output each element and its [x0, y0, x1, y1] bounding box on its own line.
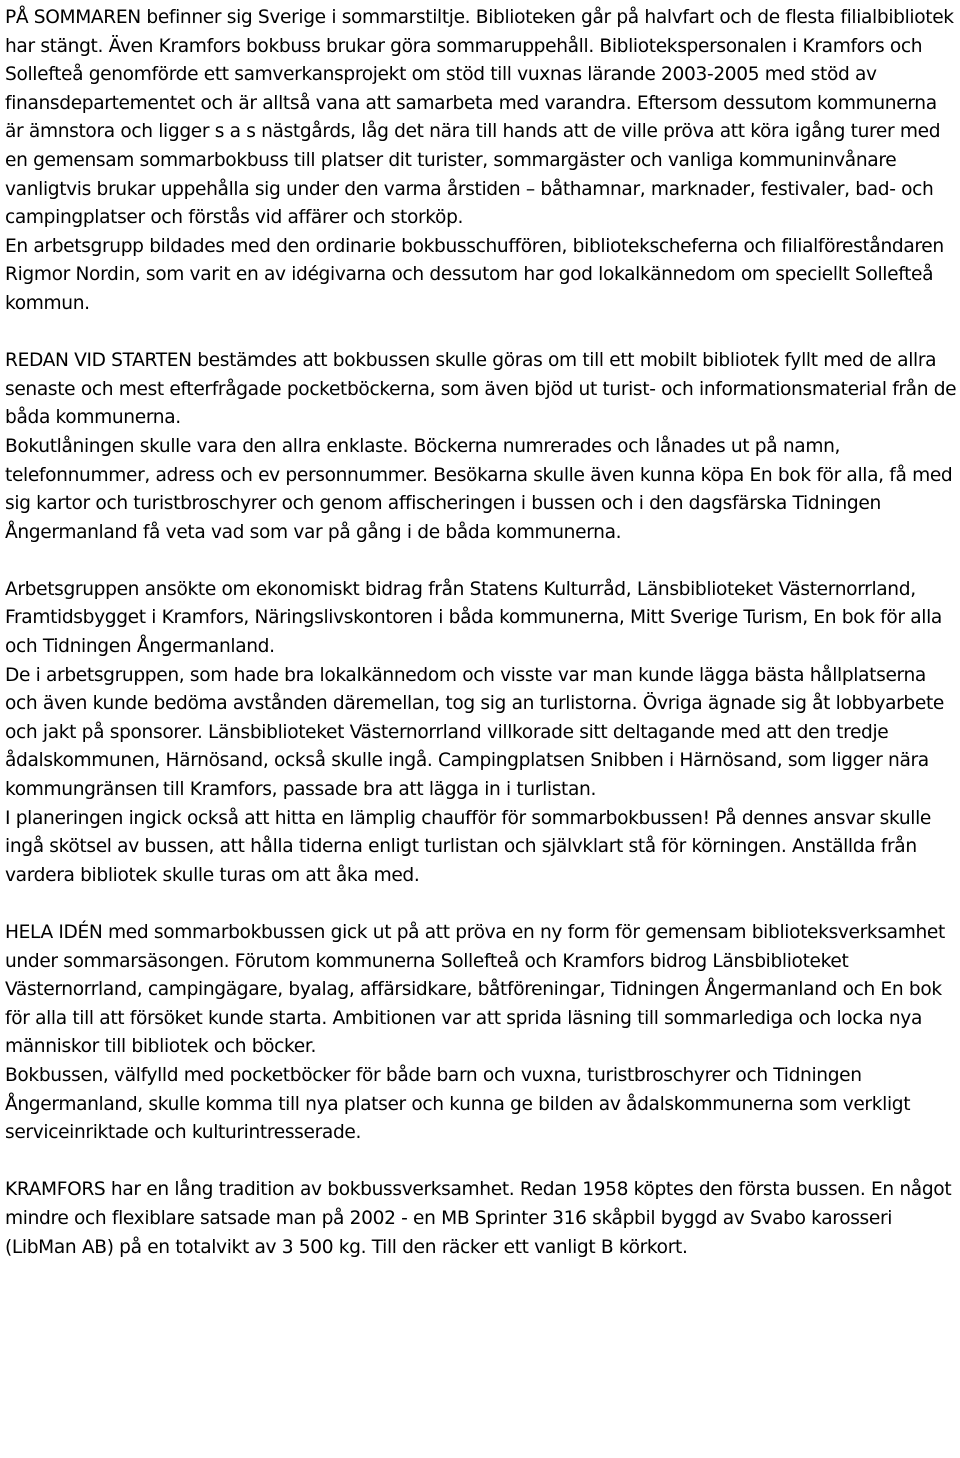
- paragraph: Bokbussen, välfylld med pocketböcker för både barn och vuxna, turistbroschyrer och Tidningen Ångermanland, skulle komma till nya platser och kunna ge bilden av ådalskommunerna som verkligt serviceinriktade och kulturintresserade.: [5, 1064, 911, 1144]
- section-spacer: [5, 319, 960, 348]
- section-spacer: [5, 547, 960, 576]
- section-whole-idea: [5, 919, 960, 1148]
- section-spacer: [5, 1148, 960, 1177]
- paragraph: De i arbetsgruppen, som hade bra lokalkännedom och visste var man kunde lägga bästa hållplatserna och även kunde bedöma avstånden däremellan, tog sig an turlistorna. Övriga ägnade sig åt lobbyarbete och jakt på sponsorer. Länsbiblioteket Västernorrland villkorade sitt deltagande med att den tredje ådalskommunen, Härnösand, också skulle ingå. Campingplatsen Snibben i Härnösand, som ligger nära kommungränsen till Kramfors, passade bra att lägga in i turlistan.: [5, 664, 944, 801]
- section-working-group: [5, 576, 960, 891]
- paragraph: I planeringen ingick också att hitta en lämplig chaufför för sommarbokbussen! På dennes ansvar skulle ingå skötsel av bussen, att hålla tiderna enligt turlistan och självklart stå för körningen. Anställda från vardera bibliotek skulle turas om att åka med.: [5, 807, 932, 886]
- document-page: [5, 4, 960, 1262]
- section-spacer: [5, 890, 960, 919]
- section-start: [5, 347, 960, 547]
- paragraph: KRAMFORS har en lång tradition av bokbussverksamhet. Redan 1958 köptes den första bussen. En något mindre och flexiblare satsade man på 2002 - en MB Sprinter 316 skåpbil byggd av Svabo karosseri (LibMan AB) på en totalvikt av 3 500 kg. Till den räcker ett vanligt B körkort.: [5, 1179, 952, 1258]
- paragraph: REDAN VID STARTEN bestämdes att bokbussen skulle göras om till ett mobilt bibliotek fyllt med de allra senaste och mest efterfrågade pocketböckerna, som även bjöd ut turist- och informationsmaterial från de båda kommunerna.: [5, 350, 957, 429]
- paragraph: En arbetsgrupp bildades med den ordinarie bokbusschufförеn, bibliotekscheferna och filialföreståndaren Rigmor Nordin, som varit en av idégivarna och dessutom har god lokalkännedom om speciellt Sollefteå kommun.: [5, 235, 944, 314]
- paragraph: Bokutlåningen skulle vara den allra enklaste. Böckerna numrerades och lånades ut på namn, telefonnummer, adress och ev personnummer. Besökarna skulle även kunna köpa En bok för alla, få med sig kartor och turistbroschyrer och genom affischeringen i bussen och i den dagsfärska Tidningen Ångermanland få veta vad som var på gång i de båda kommunerna.: [5, 435, 953, 543]
- paragraph: PÅ SOMMAREN befinner sig Sverige i sommarstiltje. Biblioteken går på halvfart och de flesta filialbibliotek har stängt. Även Kramfors bokbuss brukar göra sommaruppehåll. Bibliotekspersonalen i Kramfors och Sollefteå genomförde ett samverkansprojekt om stöd till vuxnas lärande 2003-2005 med stöd av finansdepartementet och är alltså vana att samarbeta med varandra. Eftersom dessutom kommunerna är ämnstora och ligger s a s nästgårds, låg det nära till hands att de ville pröva att köra igång turer med en gemensam sommarbokbuss till platser dit turister, sommargäster och vanliga kommuninvånare vanligtvis brukar uppehålla sig under den varma årstiden – båthamnar, marknader, festivaler, bad- och campingplatser och förstås vid affärer och storköp.: [5, 7, 954, 229]
- paragraph: HELA IDÉN med sommarbokbussen gick ut på att pröva en ny form för gemensam biblioteksverksamhet under sommarsäsongen. Förutom kommunerna Sollefteå och Kramfors bidrog Länsbiblioteket Västernorrland, campingägare, byalag, affärsidkare, båtföreningar, Tidningen Ångermanland och En bok för alla till att försöket kunde starta. Ambitionen var att sprida läsning till sommarlediga och locka nya människor till bibliotek och böcker.: [5, 922, 945, 1058]
- section-kramfors: [5, 1176, 960, 1262]
- paragraph: Arbetsgruppen ansökte om ekonomiskt bidrag från Statens Kulturråd, Länsbiblioteket Västernorrland, Framtidsbygget i Kramfors, Näringslivskontoren i båda kommunerna, Mitt Sverige Turism, En bok för alla och Tidningen Ångermanland.: [5, 578, 942, 658]
- section-summer-intro: [5, 4, 960, 319]
